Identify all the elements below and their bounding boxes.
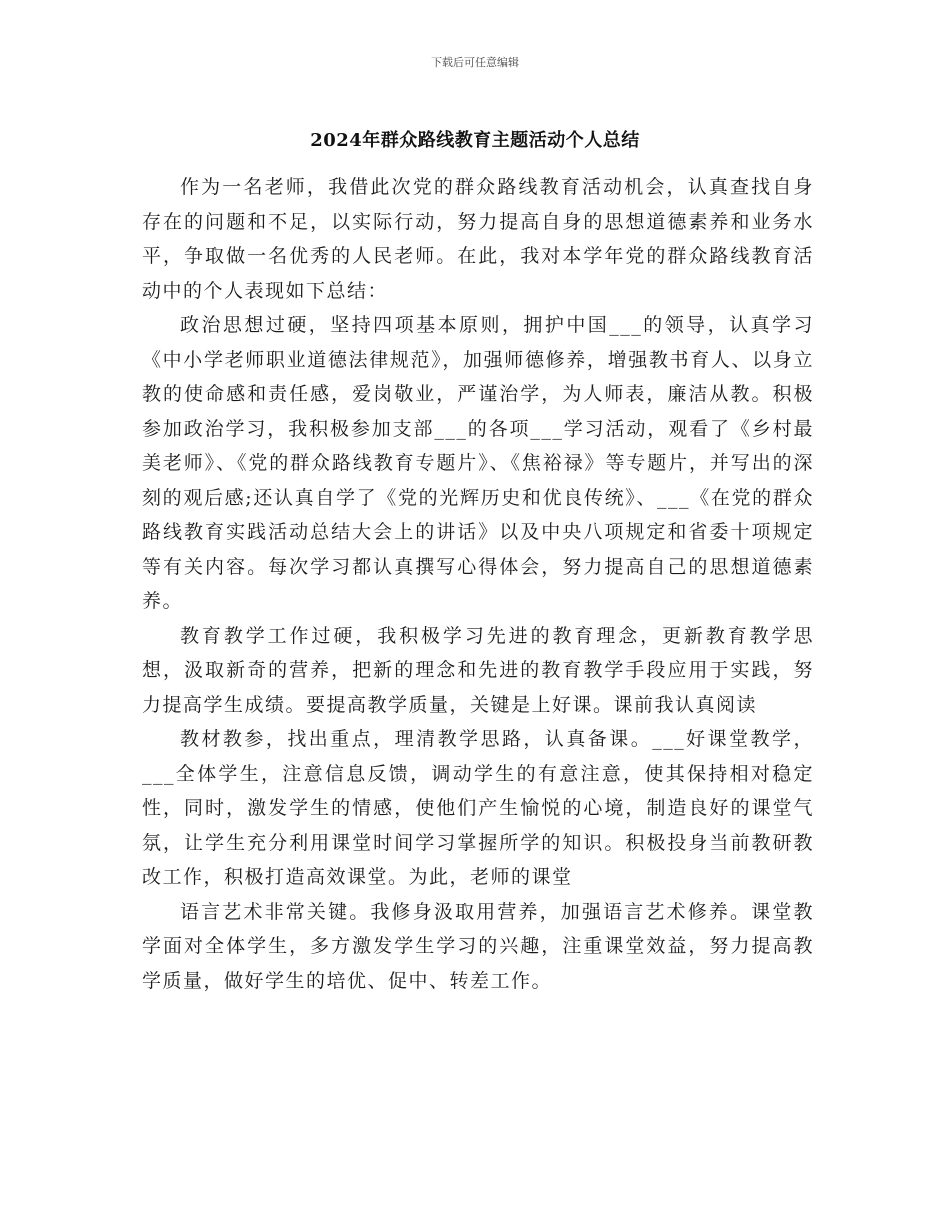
paragraph-teaching: 教育教学工作过硬，我积极学习先进的教育理念，更新教育教学思想，汲取新奇的营养，把新的理念和先进的教育教学手段应用于实践，努力提高学生成绩。要提高教学质量，关键是上好课。课前我认真阅读 — [142, 624, 814, 716]
page-header-note: 下载后可任意编辑 — [431, 56, 519, 69]
paragraph-language: 语言艺术非常关键。我修身汲取用营养，加强语言艺术修养。课堂教学面对全体学生，多方激发学生学习的兴趣，注重课堂效益，努力提高教学质量，做好学生的培优、促中、转差工作。 — [142, 900, 814, 992]
paragraph-classroom: 教材教参，找出重点，理清教学思路，认真备课。___好课堂教学，___全体学生，注意信息反馈，调动学生的有意注意，使其保持相对稳定性，同时，激发学生的情感，使他们产生愉悦的心境，制造良好的课堂气氛，让学生充分利用课堂时间学习掌握所学的知识。积极投身当前教研教改工作，积极打造高效课堂。为此，老师的课堂 — [142, 728, 814, 888]
document-body — [142, 170, 814, 998]
paragraph-political: 政治思想过硬，坚持四项基本原则，拥护中国___的领导，认真学习《中小学老师职业道德法律规范》，加强师德修养，增强教书育人、以身立教的使命感和责任感，爱岗敬业，严谨治学，为人师表，廉洁从教。积极参加政治学习，我积极参加支部___的各项___学习活动，观看了《乡村最美老师》、《党的群众路线教育专题片》、《焦裕禄》等专题片，并写出的深刻的观后感;还认真自学了《党的光辉历史和优良传统》、___《在党的群众路线教育实践活动总结大会上的讲话》以及中央八项规定和省委十项规定等有关内容。每次学习都认真撰写心得体会，努力提高自己的思想道德素养。 — [142, 314, 814, 612]
paragraph-intro: 作为一名老师，我借此次党的群众路线教育活动机会，认真查找自身存在的问题和不足，以实际行动，努力提高自身的思想道德素养和业务水平，争取做一名优秀的人民老师。在此，我对本学年党的群众路线教育活动中的个人表现如下总结： — [142, 176, 814, 302]
document-title: 2024年群众路线教育主题活动个人总结 — [310, 130, 640, 151]
